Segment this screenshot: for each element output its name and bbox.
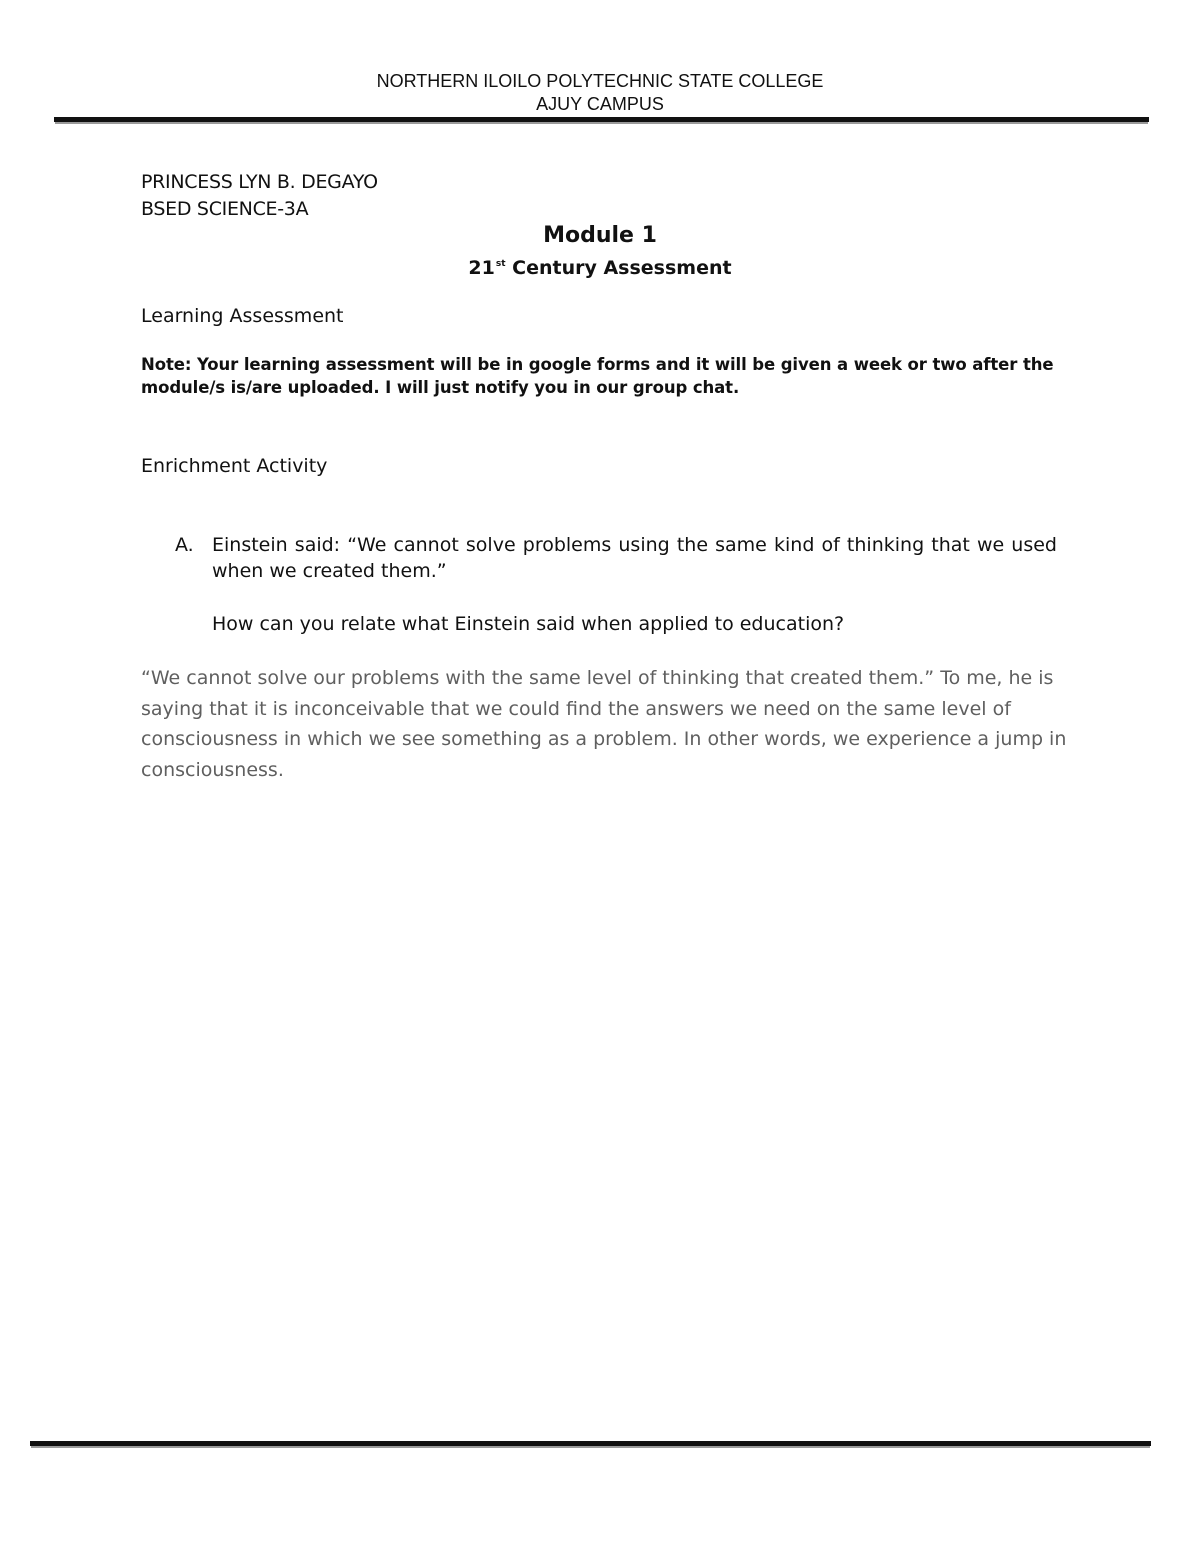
college-name: NORTHERN ILOILO POLYTECHNIC STATE COLLEGE xyxy=(376,71,824,91)
campus-name: AJUY CAMPUS xyxy=(536,94,664,114)
footer-divider xyxy=(30,1441,1151,1446)
enrichment-activity-heading: Enrichment Activity xyxy=(141,455,328,477)
student-section: BSED SCIENCE-3A xyxy=(141,198,309,220)
subtitle-ordinal-suffix: st xyxy=(495,259,506,269)
student-answer: “We cannot solve our problems with the same level of thinking that created them.” To me, he is saying that it is inconceivable that we could find the answers we need on the same level of consciousness in which we see something as a problem. In other words, we experience a jump in consciousness. xyxy=(141,667,1067,781)
subtitle-text: Century Assessment xyxy=(505,257,732,279)
assessment-note: Note: Your learning assessment will be in google forms and it will be given a week or two after the module/s is/are uploaded. I will just notify you in our group chat. xyxy=(141,355,1054,397)
header-divider xyxy=(54,117,1149,122)
activity-question: How can you relate what Einstein said when applied to education? xyxy=(212,613,845,635)
einstein-quote: Einstein said: “We cannot solve problems using the same kind of thinking that we used when we created them.” xyxy=(212,534,1057,582)
list-item-marker: A. xyxy=(175,534,194,556)
module-title: Module 1 xyxy=(543,223,657,248)
subtitle-number: 21 xyxy=(468,257,495,279)
learning-assessment-heading: Learning Assessment xyxy=(141,305,344,327)
student-name: PRINCESS LYN B. DEGAYO xyxy=(141,171,378,193)
module-subtitle xyxy=(0,251,1200,281)
